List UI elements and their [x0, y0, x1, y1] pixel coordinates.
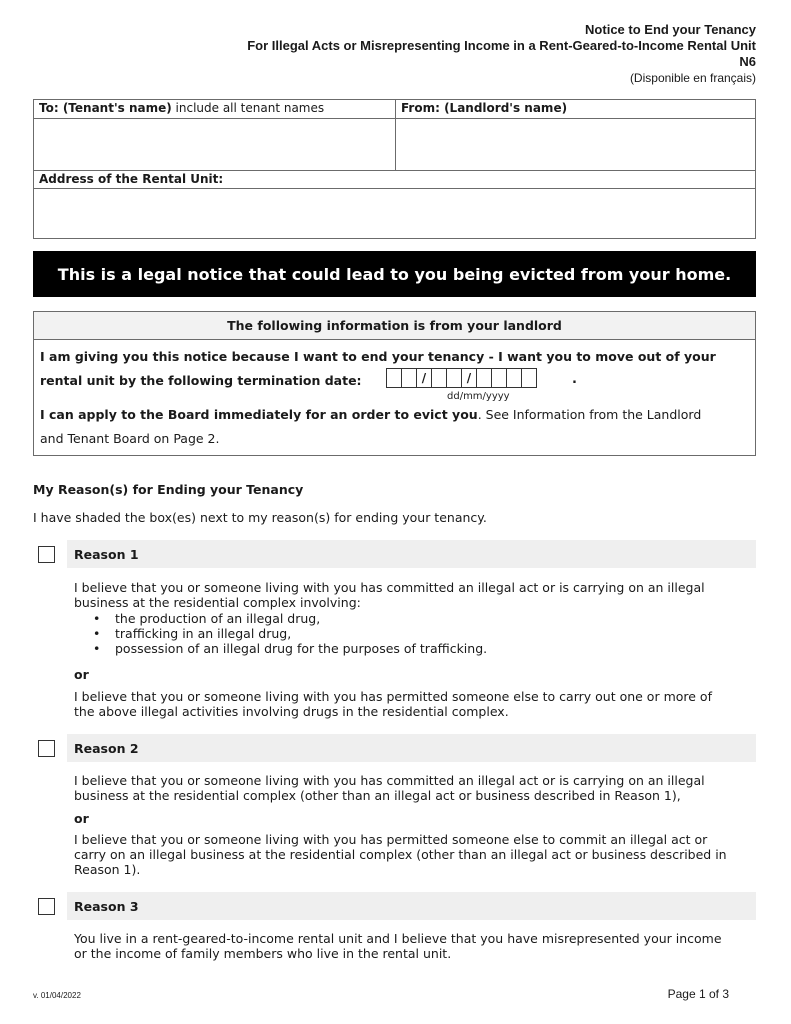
reason-1-bullets — [93, 611, 487, 656]
reason-3-text: You live in a rent-geared-to-income rental unit and I believe that you have misrepresented your income or the income of family members who live in the rental unit. — [74, 931, 722, 961]
date-period: . — [572, 372, 577, 387]
reason-3-header: Reason 3 — [67, 892, 756, 920]
reason-3-checkbox[interactable] — [38, 898, 55, 915]
french-note: (Disponible en français) — [629, 71, 756, 85]
list-item: • possession of an illegal drug for the purposes of trafficking. — [93, 641, 488, 656]
reason-1-alt-text: I believe that you or someone living with you has permitted someone else to carry out one or more of the above illegal activities involving drugs in the residential complex. — [74, 689, 712, 719]
board-apply-line: I can apply to the Board immediately for an order to evict you. See Information from the Landlord — [40, 407, 702, 422]
date-box[interactable] — [386, 368, 402, 388]
address-field[interactable] — [34, 189, 755, 238]
parties-table — [33, 99, 756, 239]
reason-2-alt-text: I believe that you or someone living with you has permitted someone else to commit an illegal act or carry on an illegal business at the residential complex (other than an illegal act or business described in Reason 1). — [74, 832, 727, 877]
date-separator: / — [416, 368, 432, 388]
form-header — [247, 22, 756, 86]
termination-date-field[interactable] — [386, 368, 536, 388]
date-box[interactable] — [431, 368, 447, 388]
reason-1-text: I believe that you or someone living with you has committed an illegal act or is carrying on an illegal business at the residential complex involving: — [74, 580, 705, 610]
date-separator: / — [461, 368, 477, 388]
address-label: Address of the Rental Unit: — [34, 170, 755, 189]
reasons-section-title: My Reason(s) for Ending your Tenancy — [33, 482, 304, 497]
form-title: Notice to End your Tenancy — [585, 22, 756, 37]
reason-2-text: I believe that you or someone living with you has committed an illegal act or is carrying on an illegal business at the residential complex (other than an illegal act or business described in Reason 1), — [74, 773, 705, 803]
reason-1-header: Reason 1 — [67, 540, 756, 568]
date-format-hint: dd/mm/yyyy — [447, 391, 510, 402]
tenant-name-label: To: (Tenant's name) include all tenant names — [34, 100, 396, 119]
date-box[interactable] — [491, 368, 507, 388]
date-box[interactable] — [506, 368, 522, 388]
notice-reason-line: I am giving you this notice because I want to end your tenancy - I want you to move out of your — [40, 349, 716, 364]
date-box[interactable] — [521, 368, 537, 388]
reason-1-checkbox[interactable] — [38, 546, 55, 563]
form-code: N6 — [739, 54, 756, 69]
reason-2-checkbox[interactable] — [38, 740, 55, 757]
date-box[interactable] — [476, 368, 492, 388]
date-box[interactable] — [446, 368, 462, 388]
list-item: • trafficking in an illegal drug, — [93, 626, 292, 641]
board-info-line: and Tenant Board on Page 2. — [40, 431, 220, 446]
version-label: v. 01/04/2022 — [33, 991, 81, 1000]
form-subtitle: For Illegal Acts or Misrepresenting Income in a Rent-Geared-to-Income Rental Unit — [247, 38, 756, 53]
list-item: • the production of an illegal drug, — [93, 611, 321, 626]
tenant-name-field[interactable] — [34, 119, 396, 170]
reasons-section-intro: I have shaded the box(es) next to my reason(s) for ending your tenancy. — [33, 510, 487, 525]
legal-notice-banner: This is a legal notice that could lead to you being evicted from your home. — [33, 251, 756, 297]
termination-date-label: rental unit by the following termination date: — [40, 373, 362, 388]
landlord-info-heading: The following information is from your landlord — [34, 312, 755, 340]
landlord-info-box — [33, 311, 756, 456]
date-box[interactable] — [401, 368, 417, 388]
landlord-name-field[interactable] — [396, 119, 755, 170]
page-number: Page 1 of 3 — [667, 987, 729, 1001]
reason-2-or: or — [74, 811, 89, 826]
reason-2-header: Reason 2 — [67, 734, 756, 762]
reason-1-or: or — [74, 667, 89, 682]
landlord-name-label: From: (Landlord's name) — [396, 100, 755, 119]
